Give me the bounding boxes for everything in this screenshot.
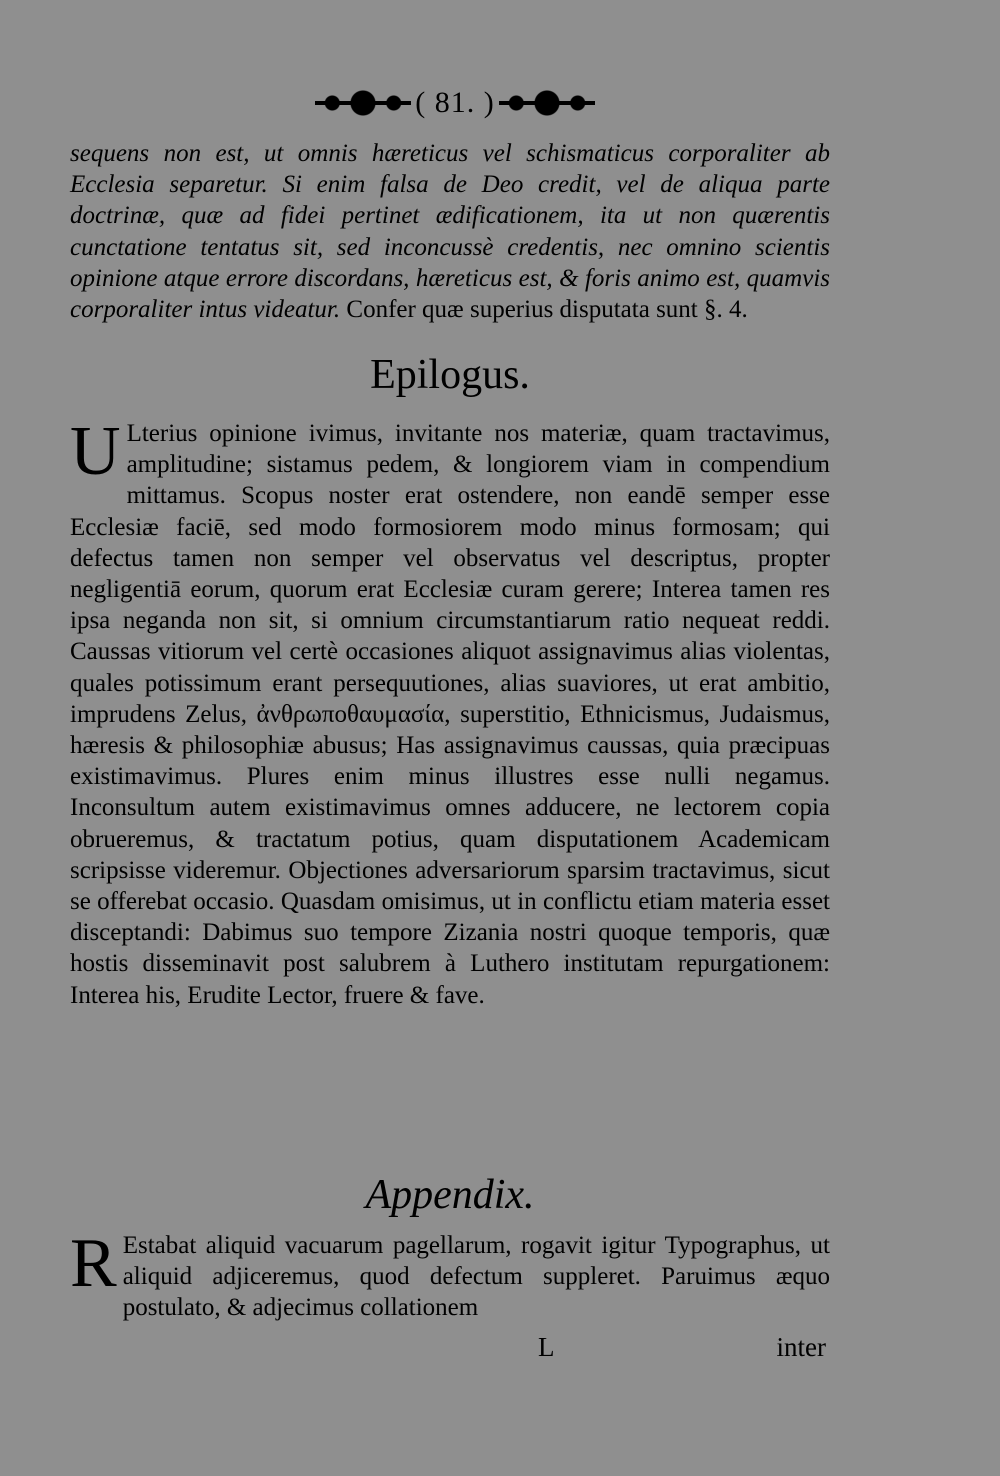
epilogus-dropcap: U bbox=[70, 413, 121, 490]
italic-quotation: sequens non est, ut omnis hæreticus vel schismaticus corporaliter ab Ecclesia separetur. Si enim falsa de Deo credit, vel de aliqua parte doctrinæ, quæ ad fidei pertinet ædificationem, ita ut non quærentis cunctatione tentatus sit, sed inconcussè credentis, nec omnino scientis opinione atque errore discordans, hæreticus est, & foris animo est, quamvis corporaliter intus videatur. bbox=[70, 140, 830, 324]
epilogus-paragraph bbox=[70, 413, 830, 1011]
page-number: ( 81. ) bbox=[415, 86, 495, 119]
continued-paragraph bbox=[70, 138, 830, 325]
page-footer bbox=[70, 1332, 830, 1366]
cross-reference: Confer quæ superius disputata sunt §. 4. bbox=[340, 296, 748, 324]
appendix-dropcap: R bbox=[70, 1225, 117, 1302]
page-header bbox=[310, 78, 600, 128]
catchword: inter bbox=[776, 1332, 826, 1362]
appendix-heading: Appendix. bbox=[365, 1172, 535, 1218]
right-ornament-icon bbox=[499, 86, 595, 120]
epilogus-text: Lterius opinione ivimus, invitante nos materiæ, quam tractavimus, amplitudine; sistamus pedem, & longiorem viam in compendium mittamus. Scopus noster erat ostendere, non eandē semper esse Ecclesiæ faciē, sed modo formosiorem modo minus formosam; qui defectus tamen non semper vel observatus vel descriptus, propter negligentiā eorum, quorum erat Ecclesiæ curam gerere; Interea tamen res ipsa neganda non sit, si omnium circumstantiarum ratio nequeat reddi. Caussas vitiorum vel certè occasiones aliquot assignavimus alias violentas, quales potissimum erant persequutiones, alias suaviores, ut erat ambitio, imprudens Zelus, ἀνθρωποθαυμασία, superstitio, Ethnicismus, Judaismus, hæresis & philosophiæ abusus; Has assignavimus caussas, quia præcipuas existimavimus. Plures enim minus illustres esse nulli negamus. Inconsultum autem existimavimus omnes adducere, ne lectorem copia obrueremus, & tractatum potius, quam disputationem Academicam scripsisse videremur. Objectiones adversariorum sparsim tractavimus, sicut se offerebat occasio. Quasdam omisimus, ut in conflictu etiam materia esset disceptandi: Dabimus suo tempore Zizania nostri quoque temporis, quæ hostis disseminavit post salubrem à Luthero institutam repurgationem: Interea his, Erudite Lector, fruere & fave. bbox=[70, 420, 830, 1009]
signature-mark: L bbox=[538, 1332, 555, 1362]
left-ornament-icon bbox=[315, 86, 411, 120]
epilogus-heading: Epilogus. bbox=[370, 352, 530, 398]
appendix-paragraph bbox=[70, 1225, 830, 1324]
appendix-text: Estabat aliquid vacuarum pagellarum, rogavit igitur Typographus, ut aliquid adjiceremus, quod defectum suppleret. Paruimus æquo postulato, & adjecimus collationem bbox=[122, 1232, 830, 1322]
book-page bbox=[70, 70, 840, 1440]
